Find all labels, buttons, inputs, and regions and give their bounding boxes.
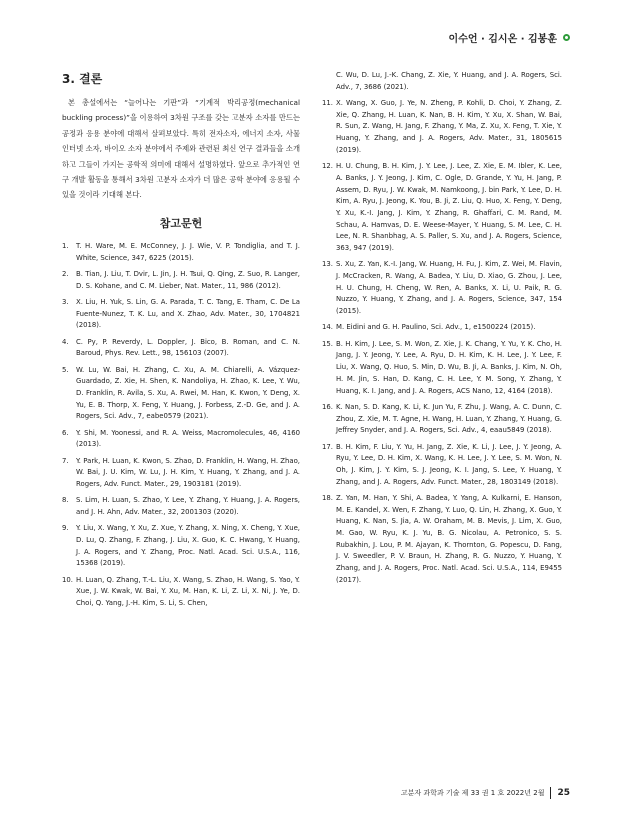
reference-item bbox=[62, 365, 300, 424]
reference-text: Y. Shi, M. Yoonessi, and R. A. Weiss, Macromolecules, 46, 4160 (2013). bbox=[76, 428, 300, 449]
reference-item bbox=[322, 98, 562, 157]
reference-number: 14. bbox=[322, 323, 333, 332]
reference-item bbox=[62, 428, 300, 451]
reference-item bbox=[62, 523, 300, 570]
reference-text: C. Wu, D. Lu, J.-K. Chang, Z. Xie, Y. Huang, and J. A. Rogers, Sci. Adv., 7, 3686 (2021). bbox=[336, 71, 562, 91]
reference-text: Y. Park, H. Luan, K. Kwon, S. Zhao, D. Franklin, H. Wang, H. Zhao, W. Bai, J. U. Kim, W. Lu, J. H. Kim, Y. Huang, Y. Zhang, and J. A. Rogers, Adv. Funct. Mater., 29, 1903181 (2019). bbox=[76, 456, 300, 489]
reference-item bbox=[62, 269, 300, 292]
reference-number: 10. bbox=[62, 575, 73, 584]
reference-item bbox=[322, 442, 562, 489]
reference-item bbox=[322, 161, 562, 255]
reference-text: B. H. Kim, F. Liu, Y. Yu, H. Jang, Z. Xie, K. Li, J. Lee, J. Y. Jeong, A. Ryu, Y. Lee, D. H. Kim, X. Wang, K. H. Lee, J. Y. Lee, S. M. Won, N. Oh, J. Kim, J. Y. Kim, S. J. Jeong, K. I. Jang, S. Lee, Y. Huang, Y. Zhang, and J. A. Rogers, Adv. Funct. Mater., 28, 1803149 (2018). bbox=[336, 442, 562, 486]
reference-text: Y. Liu, X. Wang, Y. Xu, Z. Xue, Y. Zhang, X. Ning, X. Cheng, Y. Xue, D. Lu, Q. Zhang, F. Zhang, J. Liu, X. Guo, K. C. Hwang, Y. Huang, J. A. Rogers, and Y. Zhang, Proc. Natl. Acad. Sci. U.S.A., 116, 15368 (2019). bbox=[76, 524, 300, 568]
reference-number: 13. bbox=[322, 260, 333, 269]
reference-text: Z. Yan, M. Han, Y. Shi, A. Badea, Y. Yang, A. Kulkarni, E. Hanson, M. E. Kandel, X. Wen, F. Zhang, Y. Luo, Q. Lin, H. Zhang, X. Guo, Y. Huang, K. Nan, S. Jia, A. W. Oraham, M. B. Mevis, J. Lim, X. Guo, M. Gao, W. Ryu, K. J. Yu, B. G. Nicolau, A. Petronico, S. S. Rubakhin, J. Lou, P. M. Ajayan, K. Thornton, G. Popescu, D. Fang, J. V. Sweedler, P. V. Braun, H. Zhang, R. G. Nuzzo, Y. Huang, Y. Zhang, and J. A. Rogers, Proc. Natl. Acad. Sci. U.S.A., 114, E9455 (2017). bbox=[336, 493, 562, 584]
reference-item bbox=[322, 259, 562, 318]
reference-item bbox=[62, 456, 300, 491]
reference-item bbox=[322, 339, 562, 398]
reference-text: B. Tian, J. Liu, T. Dvir, L. Jin, J. H. Tsui, Q. Qing, Z. Suo, R. Langer, D. S. Kohane, and C. M. Lieber, Nat. Mater., 11, 986 (2012). bbox=[76, 269, 300, 290]
reference-text: H. Luan, Q. Zhang, T.-L. Liu, X. Wang, S. Zhao, H. Wang, S. Yao, Y. Xue, J. W. Kwak, W. Bai, Y. Xu, M. Han, K. Li, Z. Li, X. Ni, J. Ye, D. Choi, Q. Yang, J.-H. Kim, S. Li, S. Chen, bbox=[76, 575, 300, 608]
reference-number: 11. bbox=[322, 99, 333, 107]
green-circle-icon bbox=[563, 34, 570, 41]
reference-number: 15. bbox=[322, 339, 333, 348]
reference-item bbox=[322, 70, 562, 93]
reference-number: 3. bbox=[62, 297, 69, 306]
section-title: 3. 결론 bbox=[62, 72, 103, 86]
reference-number: 12. bbox=[322, 162, 333, 171]
left-column bbox=[62, 70, 300, 614]
reference-text: S. Xu, Z. Yan, K.-I. Jang, W. Huang, H. Fu, J. Kim, Z. Wei, M. Flavin, J. McCracken, R. Wang, A. Badea, Y. Liu, D. Xiao, G. Zhou, J. Lee, H. U. Chung, H. Cheng, W. Ren, A. Banks, X. Li, U. Paik, R. G. Nuzzo, Y. Huang, Y. Zhang, and J. A. Rogers, Science, 347, 154 (2015). bbox=[336, 260, 562, 316]
reference-item bbox=[62, 575, 300, 610]
references-heading: 참고문헌 bbox=[159, 216, 203, 230]
reference-number: 1. bbox=[62, 241, 69, 250]
reference-item bbox=[62, 495, 300, 518]
reference-text: B. H. Kim, J. Lee, S. M. Won, Z. Xie, J. K. Chang, Y. Yu, Y. K. Cho, H. Jang, J. Y. Jeong, Y. Lee, A. Ryu, D. H. Kim, K. H. Lee, J. Y. Lee, F. Liu, X. Wang, Q. Huo, S. Min, D. Wu, B. Ji, A. Banks, J. Kim, N. Oh, H. M. Jin, S. Han, D. Kang, C. H. Lee, Y. M. Song, Y. Zhang, Y. Huang, K. I. Jang, and J. A. Rogers, ACS Nano, 12, 4164 (2018). bbox=[336, 339, 562, 395]
header-authors: 이수언 · 김시온 · 김봉훈 bbox=[448, 34, 557, 45]
reference-text: C. Py, P. Reverdy, L. Doppler, J. Bico, B. Roman, and C. N. Baroud, Phys. Rev. Lett., 98, 156103 (2007). bbox=[76, 337, 300, 358]
reference-number: 7. bbox=[62, 456, 69, 465]
reference-text: T. H. Ware, M. E. McConney, J. J. Wie, V. P. Tondiglia, and T. J. White, Science, 347, 6225 (2015). bbox=[76, 241, 300, 262]
reference-text: W. Lu, W. Bai, H. Zhang, C. Xu, A. M. Chiarelli, A. Vázquez-Guardado, Z. Xie, H. Shen, K. Nandoliya, H. Zhao, K. Lee, Y. Wu, D. Franklin, R. Avila, S. Xu, A. Rwei, M. Han, K. Kwon, Y. Deng, X. Yu, E. B. Thorp, X. Feng, Y. Huang, J. Forbess, Z.-D. Ge, and J. A. Rogers, Sci. Adv., 7, eabe0579 (2021). bbox=[76, 365, 300, 421]
right-column bbox=[322, 70, 562, 591]
reference-text: S. Lim, H. Luan, S. Zhao, Y. Lee, Y. Zhang, Y. Huang, J. A. Rogers, and J. H. Ahn, Adv. Mater., 32, 2001303 (2020). bbox=[76, 496, 300, 517]
footer-divider bbox=[550, 787, 551, 799]
footer-journal: 고분자 과학과 기술 제 33 권 1 호 2022년 2월 bbox=[400, 789, 545, 797]
reference-item bbox=[62, 337, 300, 360]
reference-text: X. Liu, H. Yuk, S. Lin, G. A. Parada, T. C. Tang, E. Tham, C. De La Fuente-Nunez, T. K. Lu, and X. Zhao, Adv. Mater., 30, 1704821 (2018). bbox=[76, 297, 300, 330]
reference-text: X. Wang, X. Guo, J. Ye, N. Zheng, P. Kohli, D. Choi, Y. Zhang, Z. Xie, Q. Zhang, H. Luan, K. Nan, B. H. Kim, Y. Xu, X. Shan, W. Bai, R. Sun, Z. Wang, H. Jang, F. Zhang, Y. Ma, Z. Xu, X. Feng, T. Xie, Y. Huang, Y. Zhang, and J. A. Rogers, Adv. Mater., 31, 1805615 (2019). bbox=[336, 99, 562, 154]
reference-item bbox=[322, 493, 562, 587]
reference-number: 5. bbox=[62, 365, 69, 374]
reference-text: H. U. Chung, B. H. Kim, J. Y. Lee, J. Lee, Z. Xie, E. M. Ibler, K. Lee, A. Banks, J. Y. Jeong, J. Kim, C. Ogle, D. Grande, Y. Yu, H. Jang, P. Assem, D. Ryu, J. W. Kwak, M. Namkoong, J. bin Park, Y. Lee, D. H. Kim, A. Ryu, J. Jeong, K. You, B. Ji, Z. Liu, Q. Huo, X. Feng, Y. Deng, Y. Xu, K.-I. Jang, J. Kim, Y. Zhang, R. Ghaffari, C. M. Rand, M. Schau, A. Hamvas, D. E. Weese-Mayer, Y. Huang, S. M. Lee, C. H. Lee, N. R. Shanbhag, A. S. Paller, S. Xu, and J. A. Rogers, Science, 363, 947 (2019). bbox=[336, 162, 562, 253]
running-header bbox=[449, 30, 570, 45]
reference-number: 4. bbox=[62, 337, 69, 346]
conclusion-paragraph: 본 총설에서는 “늘어나는 기판”과 “기계적 박리공정(mechanical buckling process)”을 이용하여 3차원 구조를 갖는 고분자 소자를 만드는 공정과 응용 분야에 대해서 살펴보았다. 특히 전자소자, 에너지 소자, 사물인터넷 소자, 바이오 소자 분야에서 주제와 관련된 최신 연구 결과들을 소개하고 그들이 가지는 공학적 의미에 대해서 설명하였다. 앞으로 추가적인 연구 개발 활동을 통해서 3차원 고분자 소자가 더 많은 공학 분야에 응용될 수 있을 것이라 기대해 본다. bbox=[62, 98, 300, 200]
reference-item bbox=[62, 297, 300, 332]
reference-item bbox=[322, 322, 562, 334]
reference-list-right bbox=[322, 70, 562, 587]
reference-number: 2. bbox=[62, 269, 69, 278]
reference-number: 16. bbox=[322, 402, 333, 411]
reference-list-left bbox=[62, 241, 300, 610]
reference-number: 6. bbox=[62, 428, 69, 437]
reference-item bbox=[62, 241, 300, 264]
reference-number: 8. bbox=[62, 496, 69, 505]
reference-item bbox=[322, 402, 562, 437]
page-footer bbox=[401, 787, 570, 799]
reference-text: K. Nan, S. D. Kang, K. Li, K. Jun Yu, F. Zhu, J. Wang, A. C. Dunn, C. Zhou, Z. Xie, M. T. Agne, H. Wang, H. Luan, Y. Zhang, Y. Huang, G. Jeffrey Snyder, and J. A. Rogers, Sci. Adv., 4, eaau5849 (2018). bbox=[336, 402, 562, 435]
reference-number: 9. bbox=[62, 524, 69, 533]
reference-number: 17. bbox=[322, 442, 333, 451]
reference-number: 18. bbox=[322, 493, 333, 502]
reference-text: M. Eidini and G. H. Paulino, Sci. Adv., 1, e1500224 (2015). bbox=[336, 323, 536, 332]
page-number: 25 bbox=[557, 788, 570, 798]
